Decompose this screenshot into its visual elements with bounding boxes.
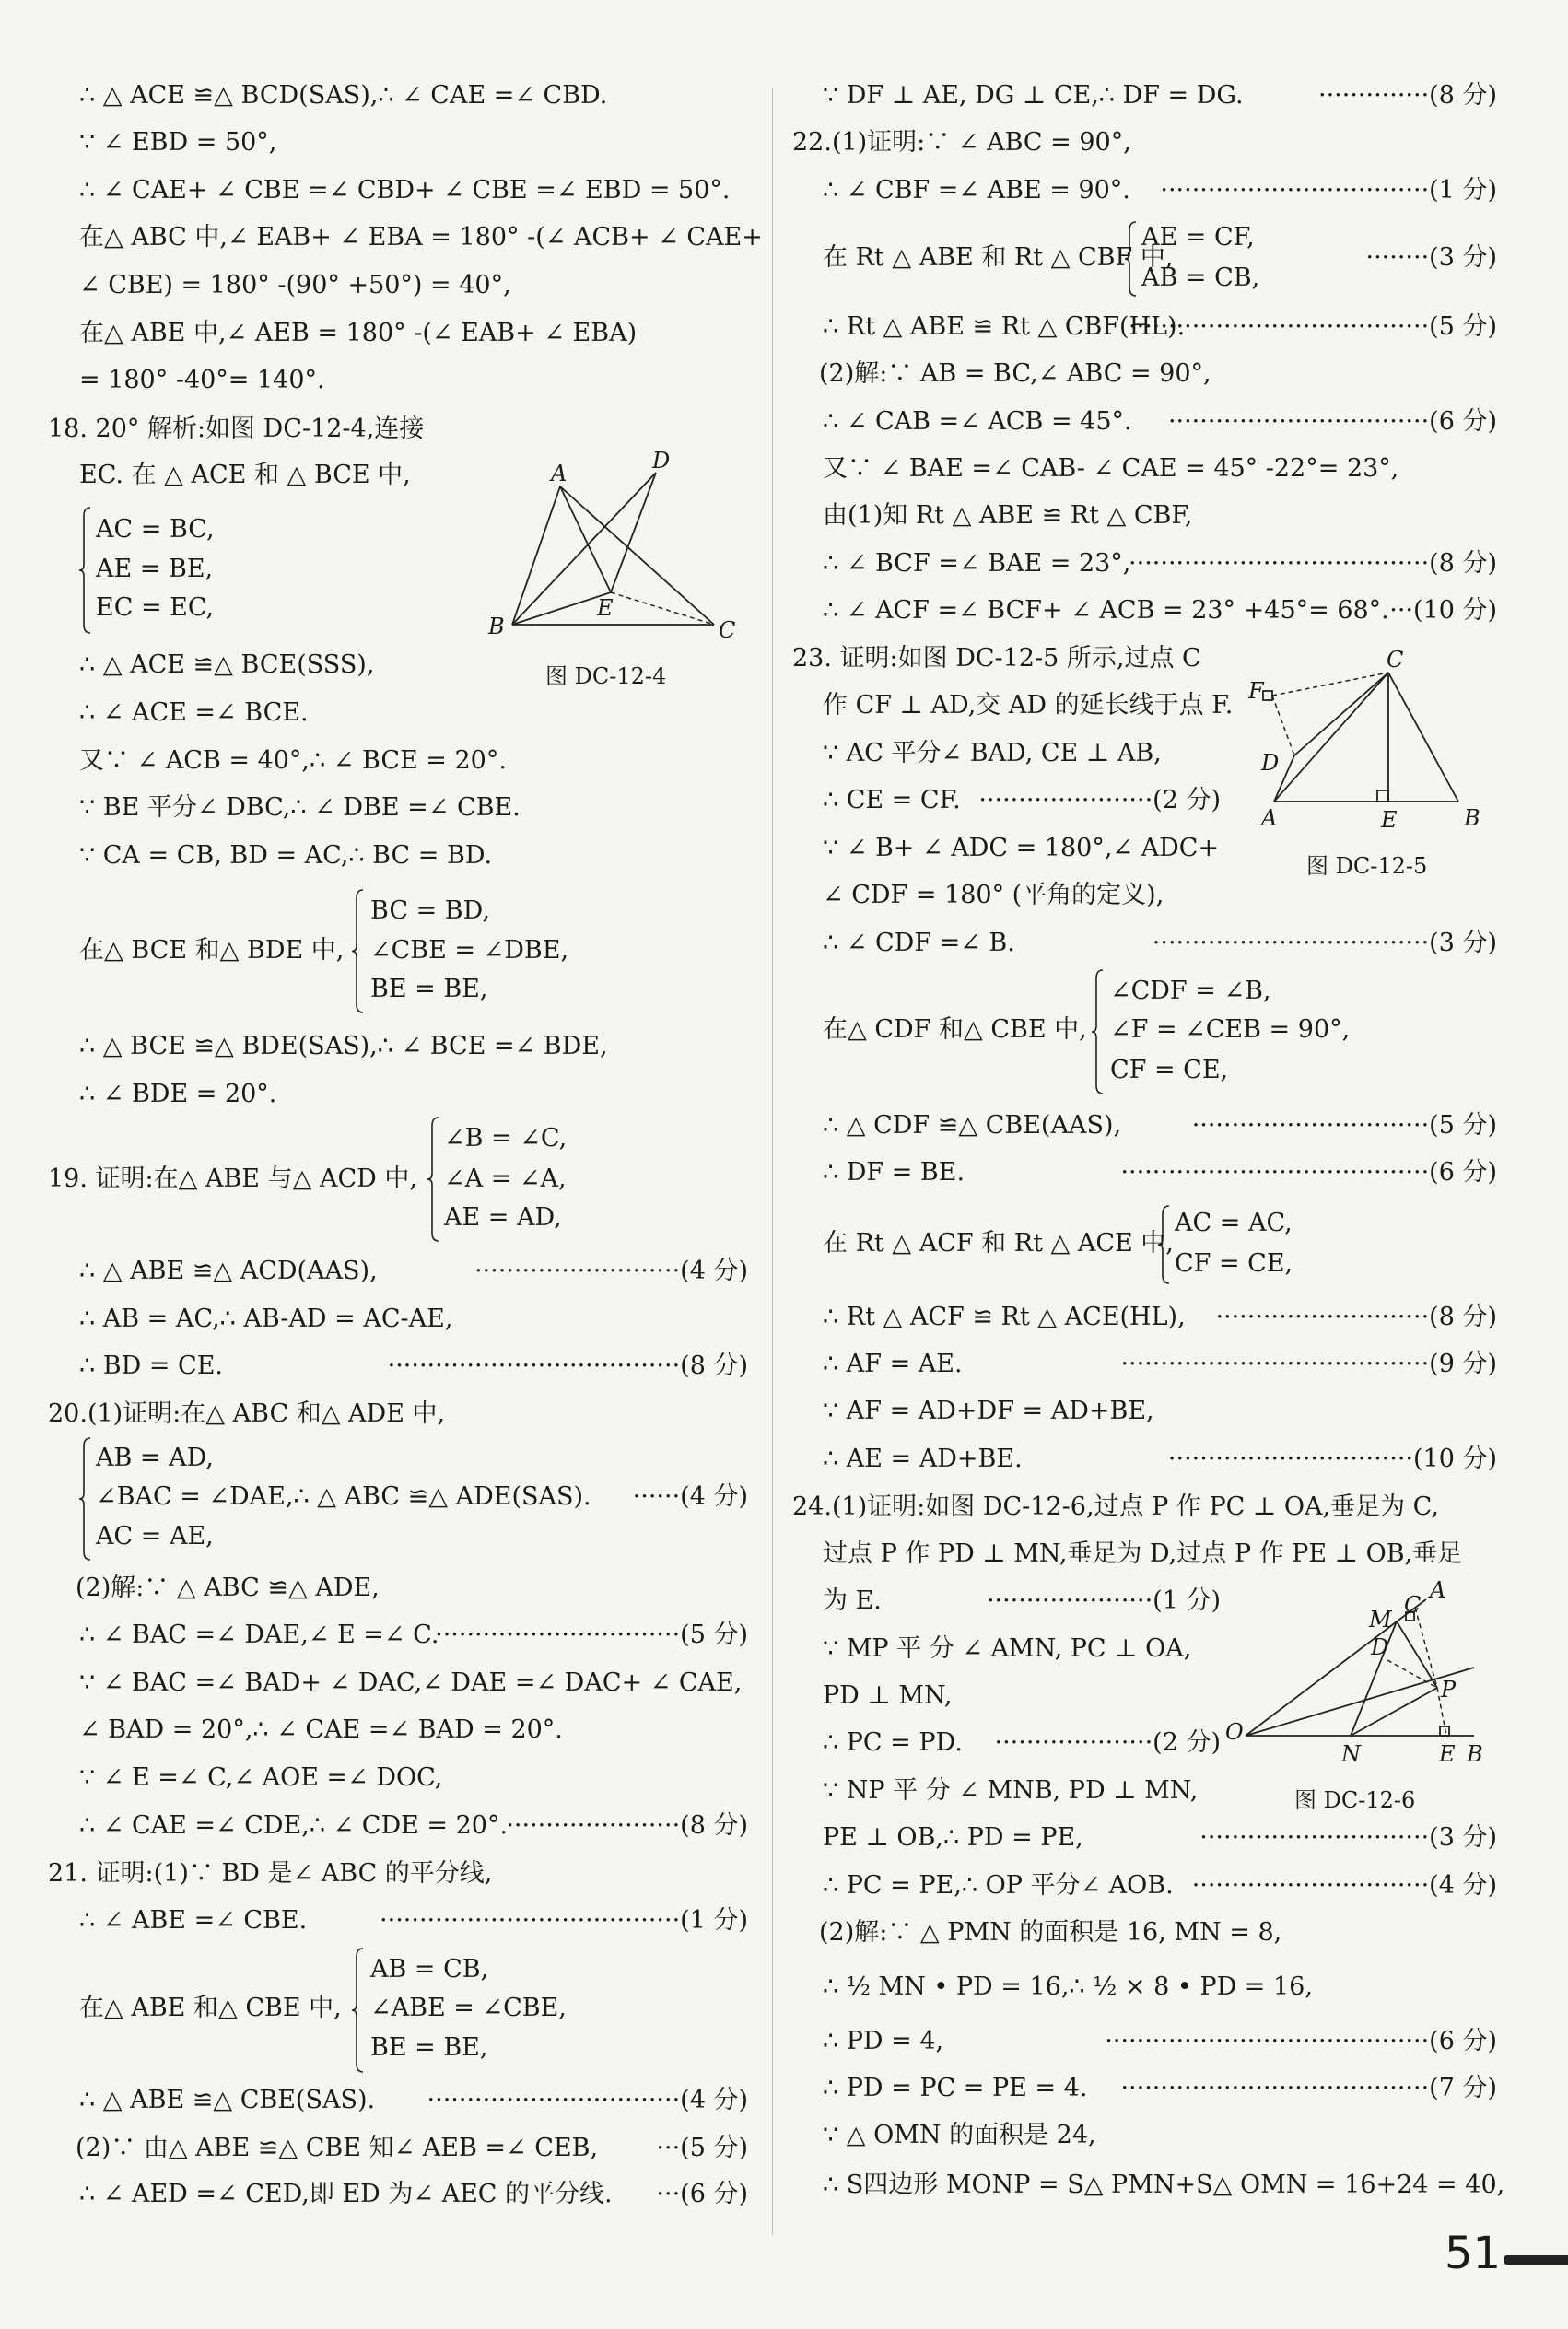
text-line: 23. 证明:如图 DC-12-5 所示,过点 C: [792, 644, 1201, 673]
text-line: ∵ ∠ BAC =∠ BAD+ ∠ DAC,∠ DAE =∠ DAC+ ∠ CAE,: [79, 1668, 743, 1697]
text-line: 在△ ABE 和△ CBE 中,: [79, 1994, 342, 2022]
text-line: ∵ DF ⊥ AE, DG ⊥ CE,∴ DF = DG.: [823, 81, 1244, 110]
text-line: EC = EC,: [96, 593, 215, 622]
text-line: ∴ DF = BE.: [823, 1158, 965, 1187]
text-line: ∴ △ ACE ≌△ BCD(SAS),∴ ∠ CAE =∠ CBD.: [79, 81, 608, 110]
text-line: (2)∵ 由△ ABE ≌△ CBE 知∠ AEB =∠ CEB,: [76, 2134, 599, 2162]
score-marker: ··············(8 分): [1318, 81, 1497, 110]
text-line: BC = BD,: [370, 896, 490, 925]
text-line: ∴ ∠ BDE = 20°.: [79, 1080, 277, 1108]
text-line: 在 Rt △ ACF 和 Rt △ ACE 中,: [823, 1229, 1174, 1258]
fig6-label-m: M: [1369, 1607, 1392, 1633]
text-line: ∠BAC = ∠DAE,∴ △ ABC ≌△ ADE(SAS).: [96, 1482, 591, 1511]
figure-dc-12-5-caption: 图 DC-12-5: [1306, 853, 1428, 879]
score-marker: ······························(4 分): [1191, 1871, 1497, 1900]
fig5-label-b: B: [1464, 805, 1480, 829]
score-marker: ·····································(8 分): [387, 1352, 748, 1380]
score-marker: ·······································(9 分): [1120, 1350, 1497, 1378]
score-marker: ·········································(6 分): [1105, 2027, 1497, 2055]
score-marker: ······················(8 分): [506, 1811, 748, 1840]
curly-brace: [1125, 221, 1138, 297]
text-line: ∵ BE 平分∠ DBC,∴ ∠ DBE =∠ CBE.: [79, 793, 521, 822]
text-line: 在△ CDF 和△ CBE 中,: [823, 1015, 1087, 1044]
text-line: ∴ PD = 4,: [823, 2027, 944, 2055]
text-line: ∴ ∠ CAE+ ∠ CBE =∠ CBD+ ∠ CBE =∠ EBD = 50°.: [79, 176, 731, 205]
text-line: ∵ NP 平 分 ∠ MNB, PD ⊥ MN,: [823, 1776, 1199, 1805]
fig5-label-c: C: [1387, 647, 1404, 673]
figure-dc-12-5-diagram: [1248, 645, 1497, 829]
text-line: ∵ ∠ E =∠ C,∠ AOE =∠ DOC,: [79, 1763, 443, 1792]
text-line: ∵ MP 平 分 ∠ AMN, PC ⊥ OA,: [823, 1634, 1192, 1663]
text-line: ∴ ½ MN • PD = 16,∴ ½ × 8 • PD = 16,: [823, 1972, 1313, 2001]
score-marker: ······································(1 分): [380, 1906, 748, 1935]
text-line: ∴ BD = CE.: [79, 1352, 223, 1380]
page-number: 51: [1445, 2228, 1502, 2279]
score-marker: ······················(2 分): [978, 786, 1221, 814]
text-line: 作 CF ⊥ AD,交 AD 的延长线于点 F.: [823, 691, 1234, 720]
score-marker: ······································(5 分): [1129, 312, 1497, 341]
fig6-label-b: B: [1467, 1741, 1483, 1763]
text-line: AE = BE,: [96, 555, 214, 583]
score-marker: ·······························(5 分): [435, 1621, 748, 1649]
text-line: ∴ △ ABE ≌△ CBE(SAS).: [79, 2086, 376, 2114]
text-line: AC = AE,: [96, 1522, 214, 1551]
text-line: CF = CE,: [1110, 1056, 1229, 1084]
text-line: ∴ Rt △ ABE ≌ Rt △ CBF(HL).: [823, 312, 1186, 341]
text-line: EC. 在 △ ACE 和 △ BCE 中,: [79, 461, 411, 489]
text-line: ∠F = ∠CEB = 90°,: [1110, 1015, 1351, 1044]
text-line: 24.(1)证明:如图 DC-12-6,过点 P 作 PC ⊥ OA,垂足为 C,: [792, 1492, 1439, 1521]
fig5-label-d: D: [1261, 750, 1280, 776]
figure-dc-12-6-caption: 图 DC-12-6: [1294, 1787, 1416, 1813]
text-line: ∴ ∠ BAC =∠ DAE,∠ E =∠ C.: [79, 1621, 439, 1649]
score-marker: ·································(6 分): [1167, 407, 1497, 436]
text-line: 18. 20° 解析:如图 DC-12-4,连接: [48, 415, 425, 443]
score-marker: ······································(8 分): [1129, 549, 1497, 578]
text-line: BE = BE,: [370, 2033, 488, 2062]
text-line: ∠ABE = ∠CBE,: [370, 1994, 567, 2022]
score-marker: ···································(3 分): [1152, 929, 1497, 957]
figure-dc-12-6-diagram: [1225, 1579, 1502, 1763]
text-line: ∠A = ∠A,: [444, 1164, 567, 1193]
text-line: ∵ AC 平分∠ BAD, CE ⊥ AB,: [823, 739, 1162, 767]
score-marker: ········(3 分): [1365, 243, 1497, 272]
text-line: ∴ AB = AC,∴ AB-AD = AC-AE,: [79, 1305, 453, 1333]
text-line: PD ⊥ MN,: [823, 1681, 953, 1710]
score-marker: ·······································(7 分): [1120, 2074, 1497, 2102]
fig4-label-b: B: [488, 614, 505, 639]
text-line: 20.(1)证明:在△ ABC 和△ ADE 中,: [48, 1399, 446, 1428]
text-line: ∴ AF = AE.: [823, 1350, 963, 1378]
fig6-label-a: A: [1430, 1579, 1446, 1603]
text-line: ∠CDF = ∠B,: [1110, 977, 1271, 1005]
score-marker: ··························(4 分): [474, 1257, 748, 1285]
score-marker: ···(6 分): [656, 2180, 748, 2208]
fig5-label-a: A: [1261, 805, 1278, 829]
curly-brace: [79, 507, 92, 634]
text-line: 又∵ ∠ BAE =∠ CAB- ∠ CAE = 45° -22°= 23°,: [823, 454, 1399, 483]
fig4-label-e: E: [597, 595, 614, 621]
text-line: AC = AC,: [1175, 1209, 1293, 1237]
fig5-label-e: E: [1381, 807, 1398, 829]
text-line: ∴ PC = PE,∴ OP 平分∠ AOB.: [823, 1871, 1174, 1900]
text-line: ∴ PD = PC = PE = 4.: [823, 2074, 1088, 2102]
text-line: ∵ △ OMN 的面积是 24,: [823, 2121, 1096, 2149]
text-line: 在△ ABE 中,∠ AEB = 180° -(∠ EAB+ ∠ EBA): [79, 319, 638, 347]
score-marker: ·····················(1 分): [986, 1586, 1221, 1615]
text-line: ∠ CDF = 180° (平角的定义),: [823, 881, 1164, 909]
page-number-bar: [1504, 2255, 1568, 2265]
text-line: ∴ ∠ CDF =∠ B.: [823, 929, 1015, 957]
figure-dc-12-6: [1225, 1579, 1502, 1767]
right-column: [792, 0, 1505, 2211]
score-marker: ···(10 分): [1389, 596, 1497, 625]
fig5-label-f: F: [1248, 678, 1264, 704]
text-line: ∴ ∠ ACE =∠ BCE.: [79, 698, 309, 727]
text-line: ∠ BAD = 20°,∴ ∠ CAE =∠ BAD = 20°.: [79, 1715, 563, 1744]
text-line: PE ⊥ OB,∴ PD = PE,: [823, 1823, 1083, 1852]
text-line: AE = CF,: [1141, 223, 1255, 252]
text-line: ∵ AF = AD+DF = AD+BE,: [823, 1397, 1154, 1425]
text-line: AB = CB,: [370, 1955, 489, 1984]
text-line: (2)解:∵ △ ABC ≌△ ADE,: [76, 1574, 380, 1602]
figure-dc-12-4-caption: 图 DC-12-4: [545, 663, 667, 689]
text-line: ∴ ∠ CBF =∠ ABE = 90°.: [823, 176, 1130, 205]
text-line: (2)解:∵ △ PMN 的面积是 16, MN = 8,: [819, 1918, 1282, 1947]
fig6-label-e: E: [1439, 1741, 1456, 1763]
score-marker: ································(4 分): [427, 2086, 748, 2114]
text-line: 21. 证明:(1)∵ BD 是∠ ABC 的平分线,: [48, 1859, 493, 1888]
text-line: 在△ BCE 和△ BDE 中,: [79, 936, 345, 965]
text-line: 在 Rt △ ABE 和 Rt △ CBF 中,: [823, 243, 1174, 272]
text-line: ∴ ∠ CAB =∠ ACB = 45°.: [823, 407, 1132, 436]
text-line: ∠B = ∠C,: [444, 1124, 568, 1153]
text-line: ∴ AE = AD+BE.: [823, 1445, 1023, 1473]
text-line: ∴ ∠ AED =∠ CED,即 ED 为∠ AEC 的平分线.: [79, 2180, 613, 2208]
text-line: AB = CB,: [1141, 263, 1260, 292]
text-line: 22.(1)证明:∵ ∠ ABC = 90°,: [792, 128, 1131, 157]
fig6-label-d: D: [1371, 1634, 1389, 1660]
text-line: ∠CBE = ∠DBE,: [370, 936, 569, 965]
text-line: ∴ S四边形 MONP = S△ PMN+S△ OMN = 16+24 = 40,: [823, 2171, 1505, 2199]
score-marker: ······························(5 分): [1191, 1111, 1497, 1140]
text-line: ∴ △ CDF ≌△ CBE(AAS),: [823, 1111, 1122, 1140]
text-line: ∴ Rt △ ACF ≌ Rt △ ACE(HL),: [823, 1303, 1186, 1331]
score-marker: ····················(2 分): [994, 1728, 1221, 1757]
text-line: BE = BE,: [370, 975, 488, 1003]
text-line: AE = AD,: [444, 1203, 562, 1232]
text-line: (2)解:∵ AB = BC,∠ ABC = 90°,: [819, 359, 1211, 388]
curly-brace: [352, 1948, 365, 2073]
text-line: ∵ ∠ B+ ∠ ADC = 180°,∠ ADC+: [823, 834, 1220, 862]
left-column: [48, 0, 763, 2211]
text-line: ∴ ∠ CAE =∠ CDE,∴ ∠ CDE = 20°.: [79, 1811, 509, 1840]
text-line: ∴ △ ABE ≌△ ACD(AAS),: [79, 1257, 378, 1285]
fig6-label-c: C: [1404, 1592, 1422, 1618]
curly-brace: [352, 889, 365, 1013]
text-line: ∴ ∠ BCF =∠ BAE = 23°,: [823, 549, 1131, 578]
figure-dc-12-5: [1248, 645, 1497, 833]
score-marker: ··································(1 分): [1160, 176, 1497, 205]
fig6-label-p: P: [1441, 1677, 1457, 1703]
score-marker: ·······························(10 分): [1167, 1445, 1497, 1473]
text-line: 由(1)知 Rt △ ABE ≌ Rt △ CBF,: [823, 501, 1193, 530]
text-line: ∴ △ ACE ≌△ BCE(SSS),: [79, 650, 375, 679]
text-line: ∵ CA = CB, BD = AC,∴ BC = BD.: [79, 841, 493, 870]
figure-dc-12-4-diagram: [479, 450, 755, 643]
score-marker: ···························(8 分): [1215, 1303, 1497, 1331]
fig4-label-d: D: [652, 450, 671, 474]
text-line: ∴ ∠ ACF =∠ BCF+ ∠ ACB = 23° +45°= 68°.: [823, 596, 1389, 625]
fig4-label-c: C: [719, 617, 736, 643]
curly-brace: [427, 1117, 440, 1242]
text-line: 又∵ ∠ ACB = 40°,∴ ∠ BCE = 20°.: [79, 746, 507, 775]
text-line: ∠ CBE) = 180° -(90° +50°) = 40°,: [79, 271, 511, 299]
score-marker: ···(5 分): [656, 2134, 748, 2162]
curly-brace: [1158, 1205, 1171, 1284]
text-line: = 180° -40°= 140°.: [79, 366, 325, 394]
text-line: AB = AD,: [96, 1444, 214, 1472]
figure-dc-12-4: [479, 450, 755, 647]
text-line: 过点 P 作 PD ⊥ MN,垂足为 D,过点 P 作 PE ⊥ OB,垂足: [823, 1539, 1463, 1568]
text-line: ∴ △ BCE ≌△ BDE(SAS),∴ ∠ BCE =∠ BDE,: [79, 1032, 608, 1060]
column-divider: [772, 88, 773, 2235]
text-line: ∴ ∠ ABE =∠ CBE.: [79, 1906, 308, 1935]
curly-brace: [1092, 969, 1105, 1094]
text-line: 在△ ABC 中,∠ EAB+ ∠ EBA = 180° -(∠ ACB+ ∠ CAE+: [79, 223, 763, 252]
score-marker: ······(4 分): [632, 1482, 748, 1511]
text-line: AC = BC,: [96, 515, 215, 544]
curly-brace: [79, 1437, 92, 1561]
text-line: CF = CE,: [1175, 1249, 1293, 1278]
score-marker: ·····························(3 分): [1199, 1823, 1497, 1852]
fig4-label-a: A: [551, 461, 568, 486]
text-line: 为 E.: [823, 1586, 882, 1615]
fig6-label-o: O: [1225, 1719, 1244, 1745]
text-line: ∴ PC = PD.: [823, 1728, 963, 1757]
score-marker: ·······································(6 分): [1120, 1158, 1497, 1187]
text-line: ∵ ∠ EBD = 50°,: [79, 128, 277, 157]
text-line: ∴ CE = CF.: [823, 786, 961, 814]
fig6-label-n: N: [1341, 1741, 1361, 1763]
text-line: 19. 证明:在△ ABE 与△ ACD 中,: [48, 1164, 417, 1193]
